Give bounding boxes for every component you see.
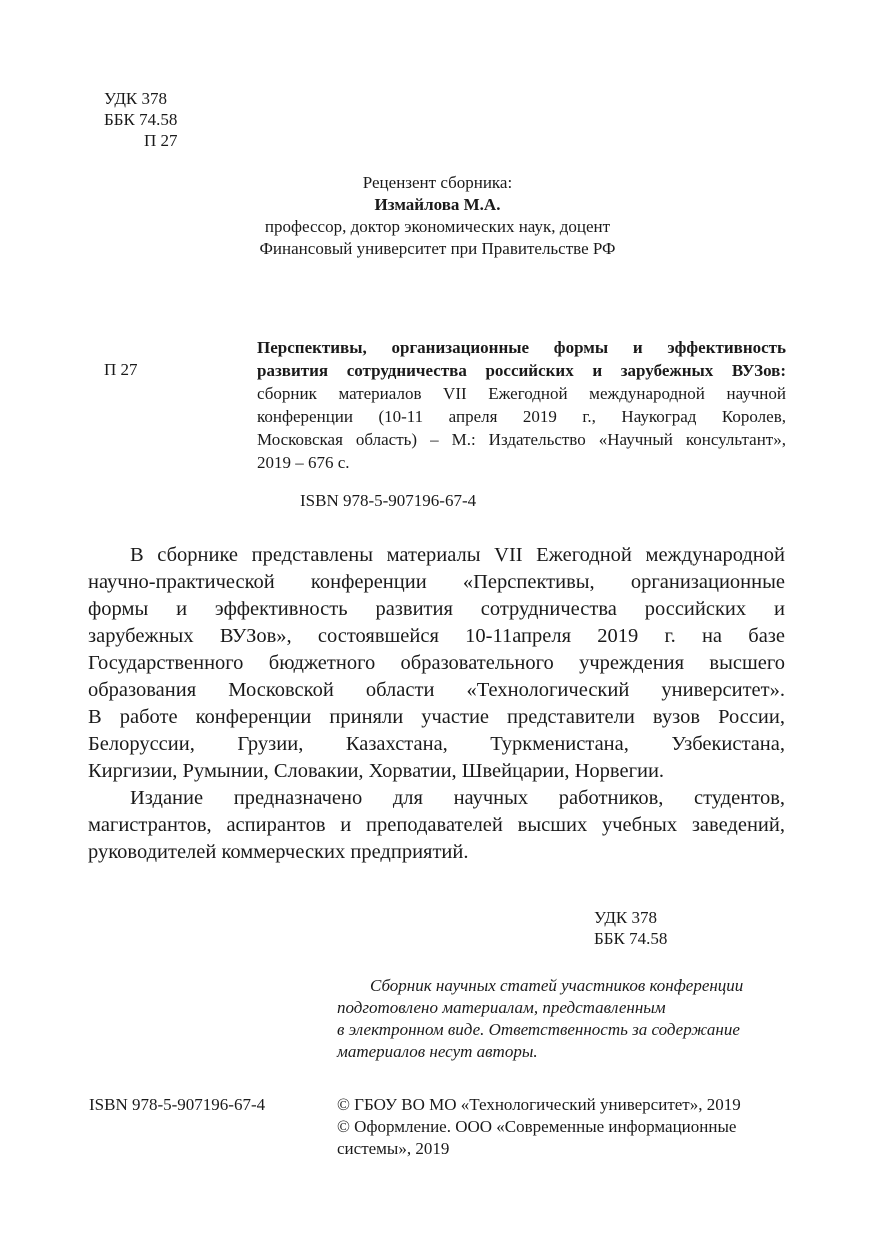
abstract-line: Государственного бюджетного образовательного учреждения высшего [88,652,785,674]
abstract-line: Белоруссии, Грузии, Казахстана, Туркменистана, Узбекистана, [88,733,785,755]
udk-code: УДК 378 [104,89,168,108]
copyright-line: © Оформление. ООО «Современные информационные [337,1117,737,1136]
catalog-record [257,336,786,474]
note-line: подготовлено материалам, представленным [337,998,666,1017]
catalog-isbn: ISBN 978-5-907196-67-4 [300,491,477,510]
bbk-code: ББК 74.58 [104,110,178,129]
catalog-author-mark: П 27 [104,360,138,379]
abstract-line: образования Московской области «Технологический университет». [88,679,785,701]
catalog-description-line: Московская область) – М.: Издательство «Научный консультант», [257,430,786,449]
reviewer-name: Измайлова М.А. [374,195,501,214]
abstract-line: руководителей коммерческих предприятий. [88,841,469,863]
classification-codes-bottom [594,907,667,949]
note-line: материалов несут авторы. [337,1042,538,1061]
bbk-code: ББК 74.58 [594,929,668,948]
copyright-line: © ГБОУ ВО МО «Технологический университет», 2019 [337,1095,741,1114]
footer-isbn: ISBN 978-5-907196-67-4 [89,1095,266,1114]
reviewer-organization: Финансовый университет при Правительстве РФ [259,239,616,258]
abstract [88,542,785,866]
abstract-line: формы и эффективность развития сотрудничества российских и [88,598,785,620]
reviewer-position: профессор, доктор экономических наук, доцент [264,217,611,236]
udk-code: УДК 378 [594,908,658,927]
abstract-line: В сборнике представлены материалы VII Ежегодной международной [130,544,785,566]
copyright-block [337,1094,741,1160]
abstract-line: научно-практической конференции «Перспективы, организационные [88,571,785,593]
catalog-title-line: Перспективы, организационные формы и эффективность [257,338,786,357]
copyright-line: системы», 2019 [337,1139,450,1158]
abstract-line: Киргизии, Румынии, Словакии, Хорватии, Швейцарии, Норвегии. [88,760,665,782]
note-line: в электронном виде. Ответственность за содержание [337,1020,740,1039]
reviewer-block [0,172,875,260]
abstract-line: зарубежных ВУЗов», состоявшейся 10-11апреля 2019 г. на базе [88,625,785,647]
classification-codes-top [104,88,178,151]
abstract-line: В работе конференции приняли участие представители вузов России, [88,706,785,728]
responsibility-note [337,975,743,1063]
catalog-description-line: конференции (10-11 апреля 2019 г., Наукоград Королев, [257,407,786,426]
catalog-description-line: 2019 – 676 с. [257,453,350,472]
catalog-description-line: сборник материалов VII Ежегодной международной научной [257,384,786,403]
abstract-line: Издание предназначено для научных работников, студентов, [130,787,785,809]
abstract-line: магистрантов, аспирантов и преподавателей высших учебных заведений, [88,814,785,836]
note-line: Сборник научных статей участников конференции [370,976,744,995]
reviewer-heading: Рецензент сборника: [362,173,513,192]
catalog-title-line: развития сотрудничества российских и зарубежных ВУЗов: [257,361,786,380]
author-mark: П 27 [144,131,178,150]
